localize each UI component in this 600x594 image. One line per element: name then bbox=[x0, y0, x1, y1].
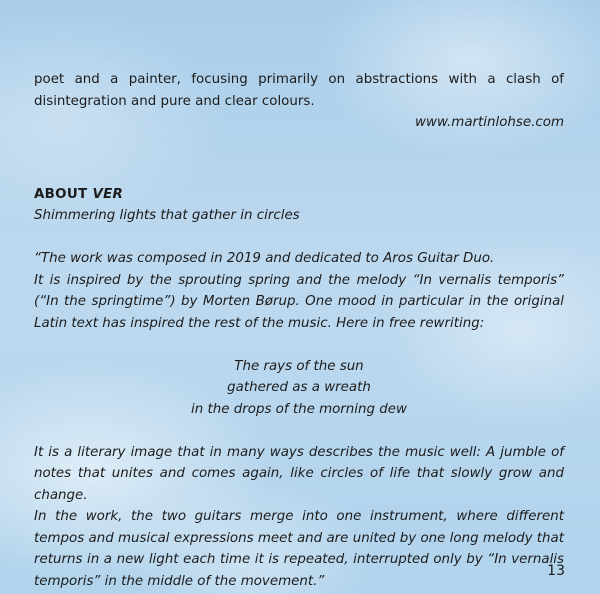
poem-line: gathered as a wreath bbox=[227, 380, 371, 395]
heading-prefix: ABOUT bbox=[34, 186, 93, 202]
description-paragraph: It is a literary image that in many ways describes the music well: A jumble of notes that unites and comes again, like circles of life that slowly grow and change. bbox=[34, 444, 564, 503]
poem-line: The rays of the sun bbox=[234, 358, 364, 374]
quote-line: It is inspired by the sprouting spring and the melody “In vernalis temporis” (“In the springtime”) by Morten Børup. One mood in particular in the original Latin text has inspired the rest of the music. Here in free rewriting: bbox=[34, 272, 564, 331]
poem bbox=[34, 356, 564, 421]
poem-line: in the drops of the morning dew bbox=[191, 401, 407, 417]
quote-line: “The work was composed in 2019 and dedicated to Aros Guitar Duo. bbox=[34, 251, 495, 266]
section-subtitle: Shimmering lights that gather in circles bbox=[34, 208, 300, 223]
website-link[interactable]: www.martinlohse.com bbox=[415, 115, 564, 130]
page-content bbox=[34, 69, 564, 592]
page-number: 13 bbox=[547, 563, 565, 579]
heading-title: VER bbox=[92, 186, 124, 202]
description-paragraph: In the work, the two guitars merge into one instrument, where different tempos and musical expressions meet and are united by one long melody that returns in a new light each time it is repeated, interrupted only by “In vernalis temporis” in the middle of the movement.” bbox=[34, 509, 564, 589]
section-heading bbox=[34, 184, 564, 206]
intro-text: poet and a painter, focusing primarily on abstractions with a clash of disintegration and pure and clear colours. bbox=[34, 72, 564, 109]
